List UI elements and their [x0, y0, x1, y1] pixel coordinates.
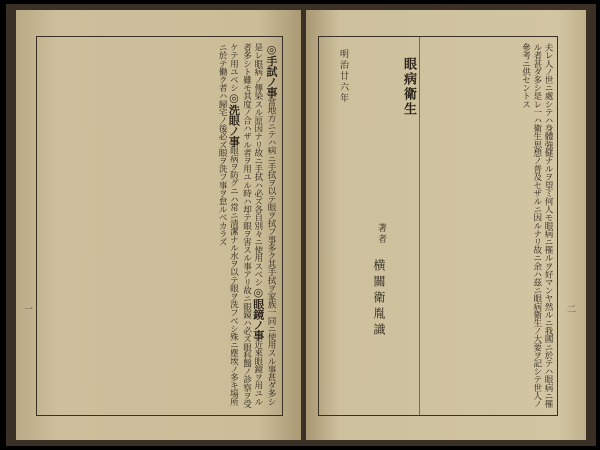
section-2-title: ◎眼鏡ノ事: [251, 286, 265, 341]
page-number-right: 二: [566, 305, 576, 315]
author-label: 著者: [376, 223, 386, 245]
column-divider: [419, 37, 420, 415]
left-body-column: [40, 43, 278, 411]
right-text-frame: [318, 36, 558, 416]
section-3-title: ◎洗眼ノ事: [227, 91, 241, 147]
preface-text: 夫レ人ノ世ニ處シテハ身體強健ナルヲ望ミ何人モ眼病ニ罹ルヲ好マンヤ然ルニ我國ニ於テハ眼病ニ罹ル者甚ダ多シ是レ一ハ衛生思想ノ普及セザルニ因ルナリ故ニ余ハ茲ニ眼病衛生ノ大要ヲ記シテ世人ノ參考ニ供セントス: [520, 43, 553, 408]
open-book: [6, 4, 596, 446]
right-page: [306, 10, 586, 440]
section-1-title: ◎手試ノ事: [265, 43, 278, 98]
page-number-left: 一: [24, 305, 34, 315]
author-name: 横關衛胤識: [372, 259, 386, 339]
era-date: 明治廿六年: [338, 49, 348, 104]
section-2-text: 近來眼鏡ヲ用ユル者多シト雖モ其度ノ合ハザル者ヲ用ユル時ハ却テ眼ヲ害スル事アリ故ニ眼鏡ハ必ズ眼科醫ノ診察ヲ受ケテ用ユベシ: [228, 43, 263, 408]
left-page: [16, 10, 301, 440]
left-text-frame: [36, 36, 283, 416]
preface-title: 眼病衛生: [401, 57, 416, 117]
section-3-text: 眼病ヲ防グニハ常ニ清潔ナル水ヲ以テ眼ヲ洗フベシ殊ニ塵埃ノ多キ場所ニ於テ働ク者ハ歸宅ノ後必ズ眼ヲ洗フ事ヲ怠ルベカラズ: [217, 43, 239, 406]
section-1-text: 當地方ニテハ病ニ手拭ヲ以テ眼ヲ拭フ事多ク其手拭ヲ家族一同ニ使用スル事甚ダ多シ是レ眼病ノ傳染スル原因ナリ故ニ手拭ハ必ズ各自別々ニ使用スベシ: [252, 43, 276, 406]
